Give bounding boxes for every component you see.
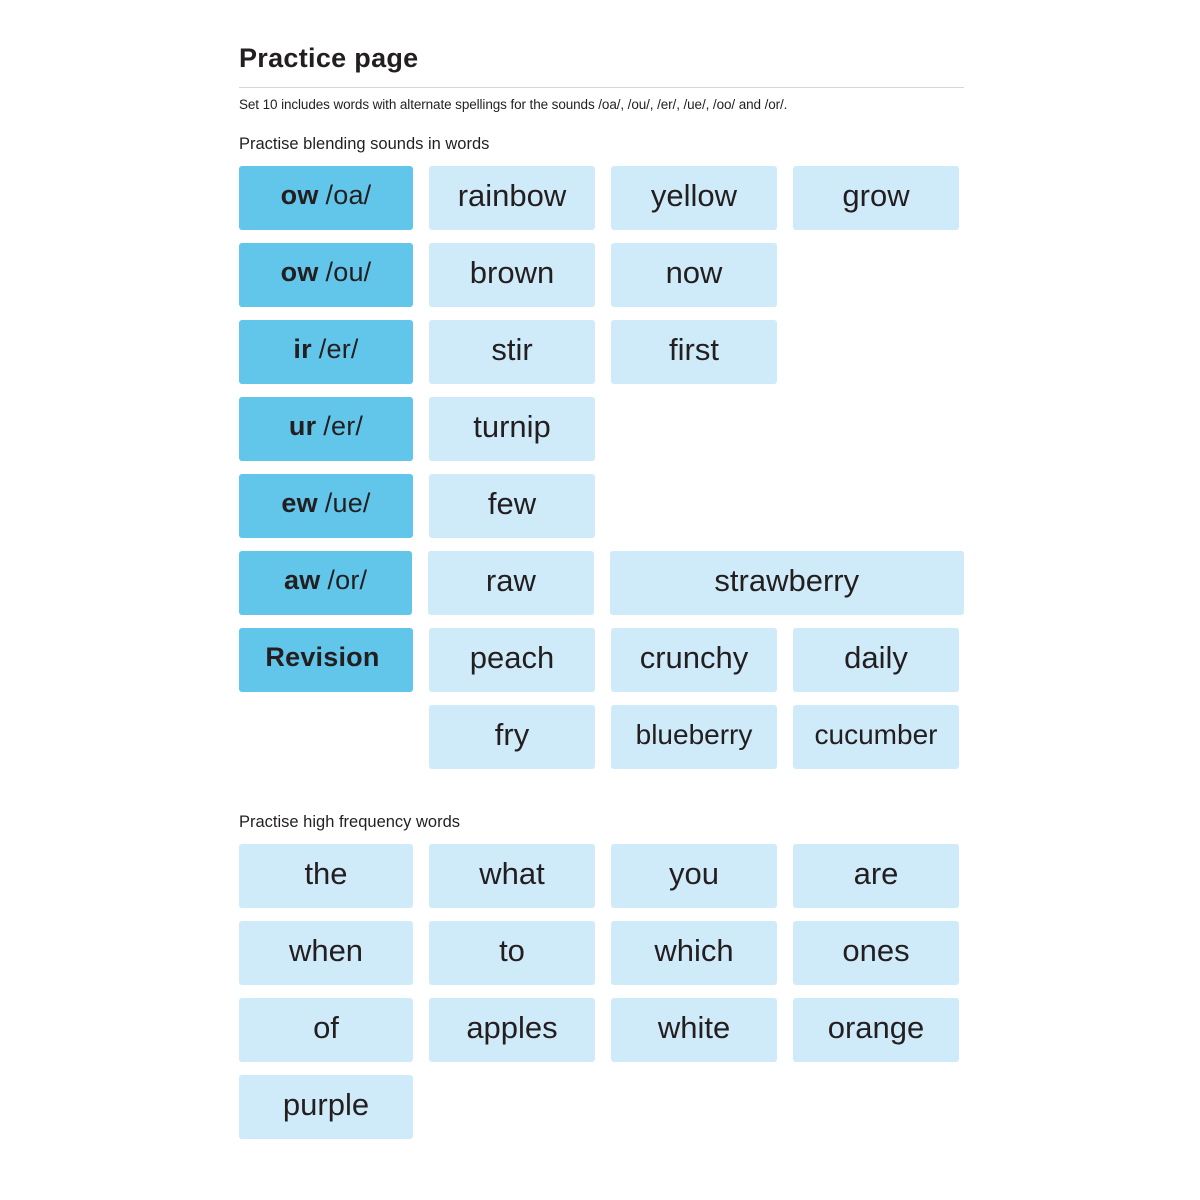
grapheme-key-cell	[239, 397, 413, 461]
word-cell: first	[611, 320, 777, 384]
phoneme-label: /oa/	[325, 180, 372, 211]
word-cell: apples	[429, 998, 595, 1062]
phoneme-label: /ue/	[324, 488, 371, 519]
grid-spacer	[239, 705, 413, 769]
blending-row	[239, 166, 964, 230]
grapheme-key-cell	[239, 243, 413, 307]
grapheme-label: ow	[280, 257, 319, 288]
high-frequency-row	[239, 998, 964, 1062]
blending-row	[239, 474, 964, 538]
blending-grid	[239, 166, 964, 769]
word-cell: to	[429, 921, 595, 985]
grapheme-label: ur	[288, 411, 317, 442]
word-cell: white	[611, 998, 777, 1062]
word-cell: yellow	[611, 166, 777, 230]
page-subtitle: Set 10 includes words with alternate spellings for the sounds /oa/, /ou/, /er/, /ue/, /oo/ and /or/.	[239, 96, 788, 112]
word-cell: crunchy	[611, 628, 777, 692]
word-cell: rainbow	[429, 166, 595, 230]
blending-section-label: Practise blending sounds in words	[239, 134, 490, 153]
page-title: Practice page	[239, 43, 419, 73]
high-frequency-row	[239, 921, 964, 985]
practice-page	[239, 0, 964, 1200]
word-cell: which	[611, 921, 777, 985]
word-cell: purple	[239, 1075, 413, 1139]
revision-key-cell	[239, 628, 413, 692]
word-cell: raw	[428, 551, 593, 615]
phoneme-label: /er/	[318, 334, 359, 365]
word-cell: you	[611, 844, 777, 908]
word-cell: now	[611, 243, 777, 307]
high-frequency-section-label: Practise high frequency words	[239, 812, 461, 831]
word-cell: strawberry	[610, 551, 964, 615]
blending-row	[239, 320, 964, 384]
revision-label: Revision	[265, 642, 380, 673]
word-cell: ones	[793, 921, 959, 985]
word-cell: few	[429, 474, 595, 538]
grapheme-key-cell	[239, 320, 413, 384]
blending-row	[239, 243, 964, 307]
word-cell: cucumber	[793, 705, 959, 769]
blending-row	[239, 628, 964, 692]
grapheme-key-cell	[239, 474, 413, 538]
word-cell: are	[793, 844, 959, 908]
word-cell: the	[239, 844, 413, 908]
word-cell: fry	[429, 705, 595, 769]
word-cell: stir	[429, 320, 595, 384]
phoneme-label: /ou/	[325, 257, 372, 288]
word-cell: when	[239, 921, 413, 985]
blending-row	[239, 551, 964, 615]
grapheme-label: ow	[280, 180, 319, 211]
word-cell: of	[239, 998, 413, 1062]
title-divider	[239, 87, 964, 88]
grapheme-key-cell	[239, 166, 413, 230]
word-cell: brown	[429, 243, 595, 307]
high-frequency-row	[239, 844, 964, 908]
word-cell: peach	[429, 628, 595, 692]
word-cell: orange	[793, 998, 959, 1062]
grapheme-label: ir	[293, 334, 312, 365]
phoneme-label: /er/	[323, 411, 364, 442]
grapheme-label: ew	[281, 488, 318, 519]
grapheme-key-cell	[239, 551, 412, 615]
word-cell: what	[429, 844, 595, 908]
grapheme-label: aw	[284, 565, 321, 596]
phoneme-label: /or/	[327, 565, 368, 596]
word-cell: turnip	[429, 397, 595, 461]
blending-row	[239, 397, 964, 461]
word-cell: grow	[793, 166, 959, 230]
high-frequency-grid	[239, 844, 964, 1139]
blending-row	[239, 705, 964, 769]
word-cell: daily	[793, 628, 959, 692]
high-frequency-row	[239, 1075, 964, 1139]
word-cell: blueberry	[611, 705, 777, 769]
